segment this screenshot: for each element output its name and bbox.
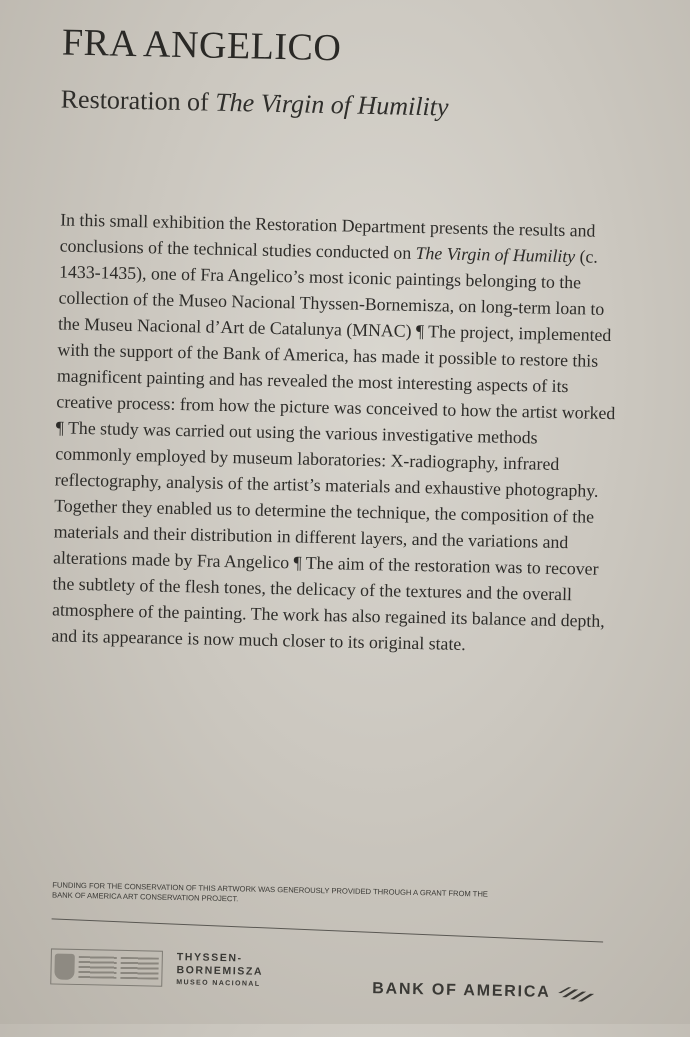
museum-logo [176,951,263,988]
description-paragraph [51,206,620,660]
ministry-logo [50,948,163,986]
bank-flag-icon [556,983,596,1004]
funding-credit: FUNDING FOR THE CONSERVATION OF THIS ARTWORK WAS GENEROUSLY PROVIDED THROUGH A GRANT FROM THE BANK OF AMERICA ART CONSERVATION PROJECT. [52,880,489,904]
ministry-text-block [78,956,116,979]
description-artwork-title: The Virgin of Humility [415,242,576,267]
museum-name: THYSSEN- BORNEMISZA [176,951,264,978]
ministry-text-block [120,957,158,980]
museum-subtitle: MUSEO NACIONAL [176,979,261,988]
divider-line [52,918,604,942]
description-part-1: In this small exhibition the Restoration Department presents the results and conclusions of the technical studies conducted on [59,209,596,263]
exhibition-subtitle [60,84,448,122]
sponsor-name: BANK OF AMERICA [372,980,551,1001]
description-part-2: (c. 1433-1435), one of Fra Angelico’s most iconic paintings belonging to the collection of the Museo Nacional Thyssen-Bornemisza, on long-term loan to the Museu Nacional d’Art de Catalunya (MNAC) ¶ The project, implemented with the support of the Bank of America, has made it possible to restore this magnificent painting and has revealed the most interesting aspects of its creative process: from how the picture was conceived to how the artist worked ¶ The study was carried out using the various investigative methods commonly employed by museum laboratories: X-radiography, infrared reflectography, analysis of the artist’s materials and exhaustive photography. Together they enabled us to determine the technique, the composition of the materials and their distribution in different layers, and the variations and alterations made by Fra Angelico ¶ The aim of the restoration was to recover the subtlety of the flesh tones, the delicacy of the textures and the overall atmosphere of the painting. The work has also regained its balance and depth, and its appearance is now much closer to its original state. [51,246,616,655]
subtitle-artwork: The Virgin of Humility [214,87,449,122]
exhibition-description [51,206,620,660]
artist-title: FRA ANGELICO [61,21,342,70]
subtitle-prefix: Restoration of [60,84,216,117]
coat-of-arms-icon [54,954,75,980]
bank-of-america-logo [372,979,597,1004]
